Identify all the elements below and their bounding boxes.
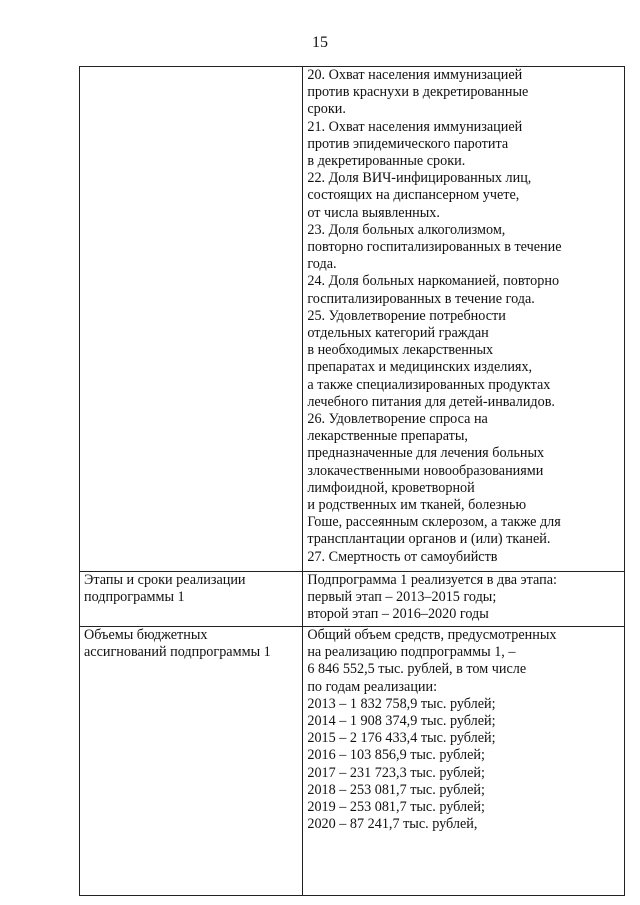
indicator-line: в декретированные сроки.: [307, 153, 466, 170]
budget-value-line: на реализацию подпрограммы 1, –: [307, 644, 516, 661]
indicator-line: госпитализированных в течение года.: [307, 290, 535, 307]
indicator-line: повторно госпитализированных в течение: [307, 239, 562, 256]
budget-value-line: по годам реализации:: [307, 678, 438, 695]
budget-value-line: Общий объем средств, предусмотренных: [307, 627, 557, 643]
indicator-line: против эпидемического паротита: [307, 135, 509, 152]
indicator-line: в необходимых лекарственных: [307, 342, 494, 359]
budget-value-cell: [303, 627, 625, 896]
budget-value-line: 2017 – 231 723,3 тыс. рублей;: [307, 764, 485, 781]
indicator-line: лимфоидной, кроветворной: [307, 479, 475, 496]
indicator-line: и родственных им тканей, болезнью: [307, 497, 527, 514]
indicator-line: 24. Доля больных наркоманией, повторно: [307, 273, 560, 290]
budget-label-line: ассигнований подпрограммы 1: [84, 644, 271, 661]
table-row-budget: [80, 627, 625, 896]
indicator-line: 23. Доля больных алкоголизмом,: [307, 221, 506, 238]
budget-value-line: 2014 – 1 908 374,9 тыс. рублей;: [307, 713, 496, 730]
indicator-line: предназначенные для лечения больных: [307, 445, 545, 462]
indicator-line: против краснухи в декретированные: [307, 84, 529, 101]
budget-value-line: 2020 – 87 241,7 тыс. рублей,: [307, 816, 478, 833]
indicator-line: лечебного питания для детей-инвалидов.: [307, 393, 555, 410]
indicator-line: трансплантации органов и (или) тканей.: [307, 531, 551, 548]
indicator-line: злокачественными новообразованиями: [307, 462, 544, 479]
indicator-line: 20. Охват населения иммунизацией: [307, 67, 523, 83]
indicators-value-cell: [303, 67, 625, 572]
budget-value-line: 6 846 552,5 тыс. рублей, в том числе: [307, 661, 527, 678]
stages-value-line: первый этап – 2013–2015 годы;: [307, 589, 497, 606]
budget-label-line: Объемы бюджетных: [84, 627, 208, 643]
indicator-line: 21. Охват населения иммунизацией: [307, 118, 523, 135]
page-number: 15: [312, 34, 328, 51]
budget-label-cell: [80, 627, 303, 896]
indicator-line: препаратах и медицинских изделиях,: [307, 359, 533, 376]
indicator-line: сроки.: [307, 101, 346, 118]
table-row-indicators: [80, 67, 625, 572]
stages-value-cell: [303, 572, 625, 627]
indicators-label-cell: [80, 67, 303, 572]
stages-label-line: Этапы и сроки реализации: [84, 572, 246, 588]
indicator-line: лекарственные препараты,: [307, 428, 468, 445]
stages-label-cell: [80, 572, 303, 627]
stages-value-line: Подпрограмма 1 реализуется в два этапа:: [307, 572, 557, 588]
indicator-line: 22. Доля ВИЧ-инфицированных лиц,: [307, 170, 532, 187]
indicator-line: отдельных категорий граждан: [307, 325, 489, 342]
budget-value-line: 2019 – 253 081,7 тыс. рублей;: [307, 799, 485, 816]
stages-value-line: второй этап – 2016–2020 годы: [307, 606, 489, 623]
indicator-line: состоящих на диспансерном учете,: [307, 187, 520, 204]
indicator-line: 27. Смертность от самоубийств: [307, 548, 498, 565]
budget-value-line: 2016 – 103 856,9 тыс. рублей;: [307, 747, 485, 764]
indicator-line: 25. Удовлетворение потребности: [307, 307, 506, 324]
budget-value-line: 2015 – 2 176 433,4 тыс. рублей;: [307, 730, 496, 747]
budget-value-line: 2013 – 1 832 758,9 тыс. рублей;: [307, 695, 496, 712]
indicator-line: а также специализированных продуктах: [307, 376, 551, 393]
table-row-stages: [80, 572, 625, 627]
stages-label-line: подпрограммы 1: [84, 589, 185, 606]
indicator-line: года.: [307, 256, 337, 273]
budget-value-line: 2018 – 253 081,7 тыс. рублей;: [307, 781, 485, 798]
indicator-line: от числа выявленных.: [307, 204, 440, 221]
subprogram-passport-table: [79, 66, 625, 896]
indicator-line: Гоше, рассеянным склерозом, а также для: [307, 514, 561, 531]
indicator-line: 26. Удовлетворение спроса на: [307, 411, 488, 428]
